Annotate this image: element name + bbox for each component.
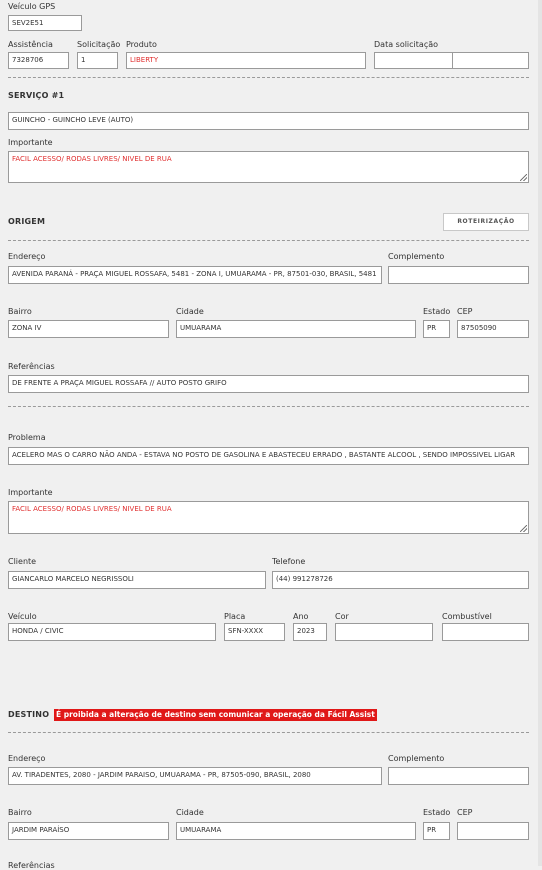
assistencia-label: Assistência	[8, 40, 53, 49]
cor-input[interactable]	[335, 623, 433, 641]
veiculo-gps-label: Veículo GPS	[8, 2, 56, 11]
destino-cidade-label: Cidade	[176, 808, 204, 817]
produto-label: Produto	[126, 40, 157, 49]
resize-grip-icon[interactable]	[520, 174, 527, 181]
roteirizacao-button[interactable]: ROTEIRIZAÇÃO	[443, 213, 529, 231]
servico-importante-text: FACIL ACESSO/ RODAS LIVRES/ NIVEL DE RUA	[12, 155, 172, 163]
origem-bairro-label: Bairro	[8, 307, 32, 316]
placa-label: Placa	[224, 612, 246, 621]
resize-grip-icon[interactable]	[520, 525, 527, 532]
origem-cep-input[interactable]: 87505090	[457, 320, 529, 338]
veiculo-gps-input[interactable]: SEV2E51	[8, 15, 82, 31]
destino-endereco-label: Endereço	[8, 754, 46, 763]
destino-estado-label: Estado	[423, 808, 451, 817]
destino-complemento-input[interactable]	[388, 767, 529, 785]
destino-cep-label: CEP	[457, 808, 473, 817]
origem-bairro-input[interactable]: ZONA IV	[8, 320, 169, 338]
ano-label: Ano	[293, 612, 309, 621]
origem-complemento-input[interactable]	[388, 266, 529, 284]
telefone-input[interactable]: (44) 991278726	[272, 571, 529, 589]
divider	[8, 77, 529, 78]
origem-complemento-label: Complemento	[388, 252, 445, 261]
assistencia-input[interactable]: 7328706	[8, 52, 69, 69]
destino-bairro-label: Bairro	[8, 808, 32, 817]
origem-endereco-label: Endereço	[8, 252, 46, 261]
origem-section-title: ORIGEM	[8, 217, 46, 226]
servico-importante-textarea[interactable]	[8, 151, 529, 183]
origem-cidade-label: Cidade	[176, 307, 204, 316]
destino-referencias-label: Referências	[8, 861, 55, 870]
origem-referencias-label: Referências	[8, 362, 55, 371]
problema-input[interactable]: ACELERO MAS O CARRO NÃO ANDA - ESTAVA NO POSTO DE GASOLINA E ABASTECEU ERRADO , BASTANTE ALCOOL , SENDO IMPOSSIVEL LIGAR	[8, 447, 529, 465]
servico-section-title: SERVIÇO #1	[8, 91, 65, 100]
origem-estado-label: Estado	[423, 307, 451, 316]
origem-endereco-input[interactable]: AVENIDA PARANÁ - PRAÇA MIGUEL ROSSAFA, 5481 - ZONA I, UMUARAMA - PR, 87501-030, BRASIL, 5481	[8, 266, 382, 284]
ocorrencia-importante-textarea[interactable]	[8, 501, 529, 534]
telefone-label: Telefone	[272, 557, 306, 566]
destino-warning-badge: É proibida a alteração de destino sem comunicar a operação da Fácil Assist	[56, 710, 375, 719]
origem-cep-label: CEP	[457, 307, 473, 316]
combustivel-input[interactable]	[442, 623, 529, 641]
problema-label: Problema	[8, 433, 46, 442]
veiculo-input[interactable]: HONDA / CIVIC	[8, 623, 216, 641]
servico-input[interactable]: GUINCHO - GUINCHO LEVE (AUTO)	[8, 112, 529, 130]
origem-referencias-input[interactable]: DE FRENTE A PRAÇA MIGUEL ROSSAFA // AUTO POSTO GRIFO	[8, 375, 529, 393]
destino-complemento-label: Complemento	[388, 754, 445, 763]
destino-cidade-input[interactable]: UMUARAMA	[176, 822, 416, 840]
solicitacao-label: Solicitação	[77, 40, 121, 49]
data-solicitacao-date-input[interactable]	[374, 52, 453, 69]
destino-bairro-input[interactable]: JARDIM PARAÍSO	[8, 822, 169, 840]
servico-importante-label: Importante	[8, 138, 53, 147]
cliente-input[interactable]: GIANCARLO MARCELO NEGRISSOLI	[8, 571, 266, 589]
combustivel-label: Combustível	[442, 612, 492, 621]
ocorrencia-importante-label: Importante	[8, 488, 53, 497]
produto-input[interactable]: LIBERTY	[126, 52, 366, 69]
ocorrencia-importante-text: FACIL ACESSO/ RODAS LIVRES/ NIVEL DE RUA	[12, 505, 172, 513]
placa-input[interactable]: SFN-XXXX	[224, 623, 285, 641]
veiculo-label: Veículo	[8, 612, 37, 621]
divider	[8, 406, 529, 407]
data-solicitacao-label: Data solicitação	[374, 40, 439, 49]
origem-cidade-input[interactable]: UMUARAMA	[176, 320, 416, 338]
destino-section-title: DESTINO	[8, 710, 50, 719]
destino-endereco-input[interactable]: AV. TIRADENTES, 2080 - JARDIM PARAISO, UMUARAMA - PR, 87505-090, BRASIL, 2080	[8, 767, 382, 785]
divider	[8, 240, 529, 241]
destino-cep-input[interactable]	[457, 822, 529, 840]
data-solicitacao-time-input[interactable]	[452, 52, 529, 69]
scrollbar[interactable]	[538, 0, 542, 866]
solicitacao-input[interactable]: 1	[77, 52, 118, 69]
origem-estado-input[interactable]: PR	[423, 320, 450, 338]
ano-input[interactable]: 2023	[293, 623, 327, 641]
cor-label: Cor	[335, 612, 349, 621]
cliente-label: Cliente	[8, 557, 37, 566]
destino-estado-input[interactable]: PR	[423, 822, 450, 840]
divider	[8, 732, 529, 733]
